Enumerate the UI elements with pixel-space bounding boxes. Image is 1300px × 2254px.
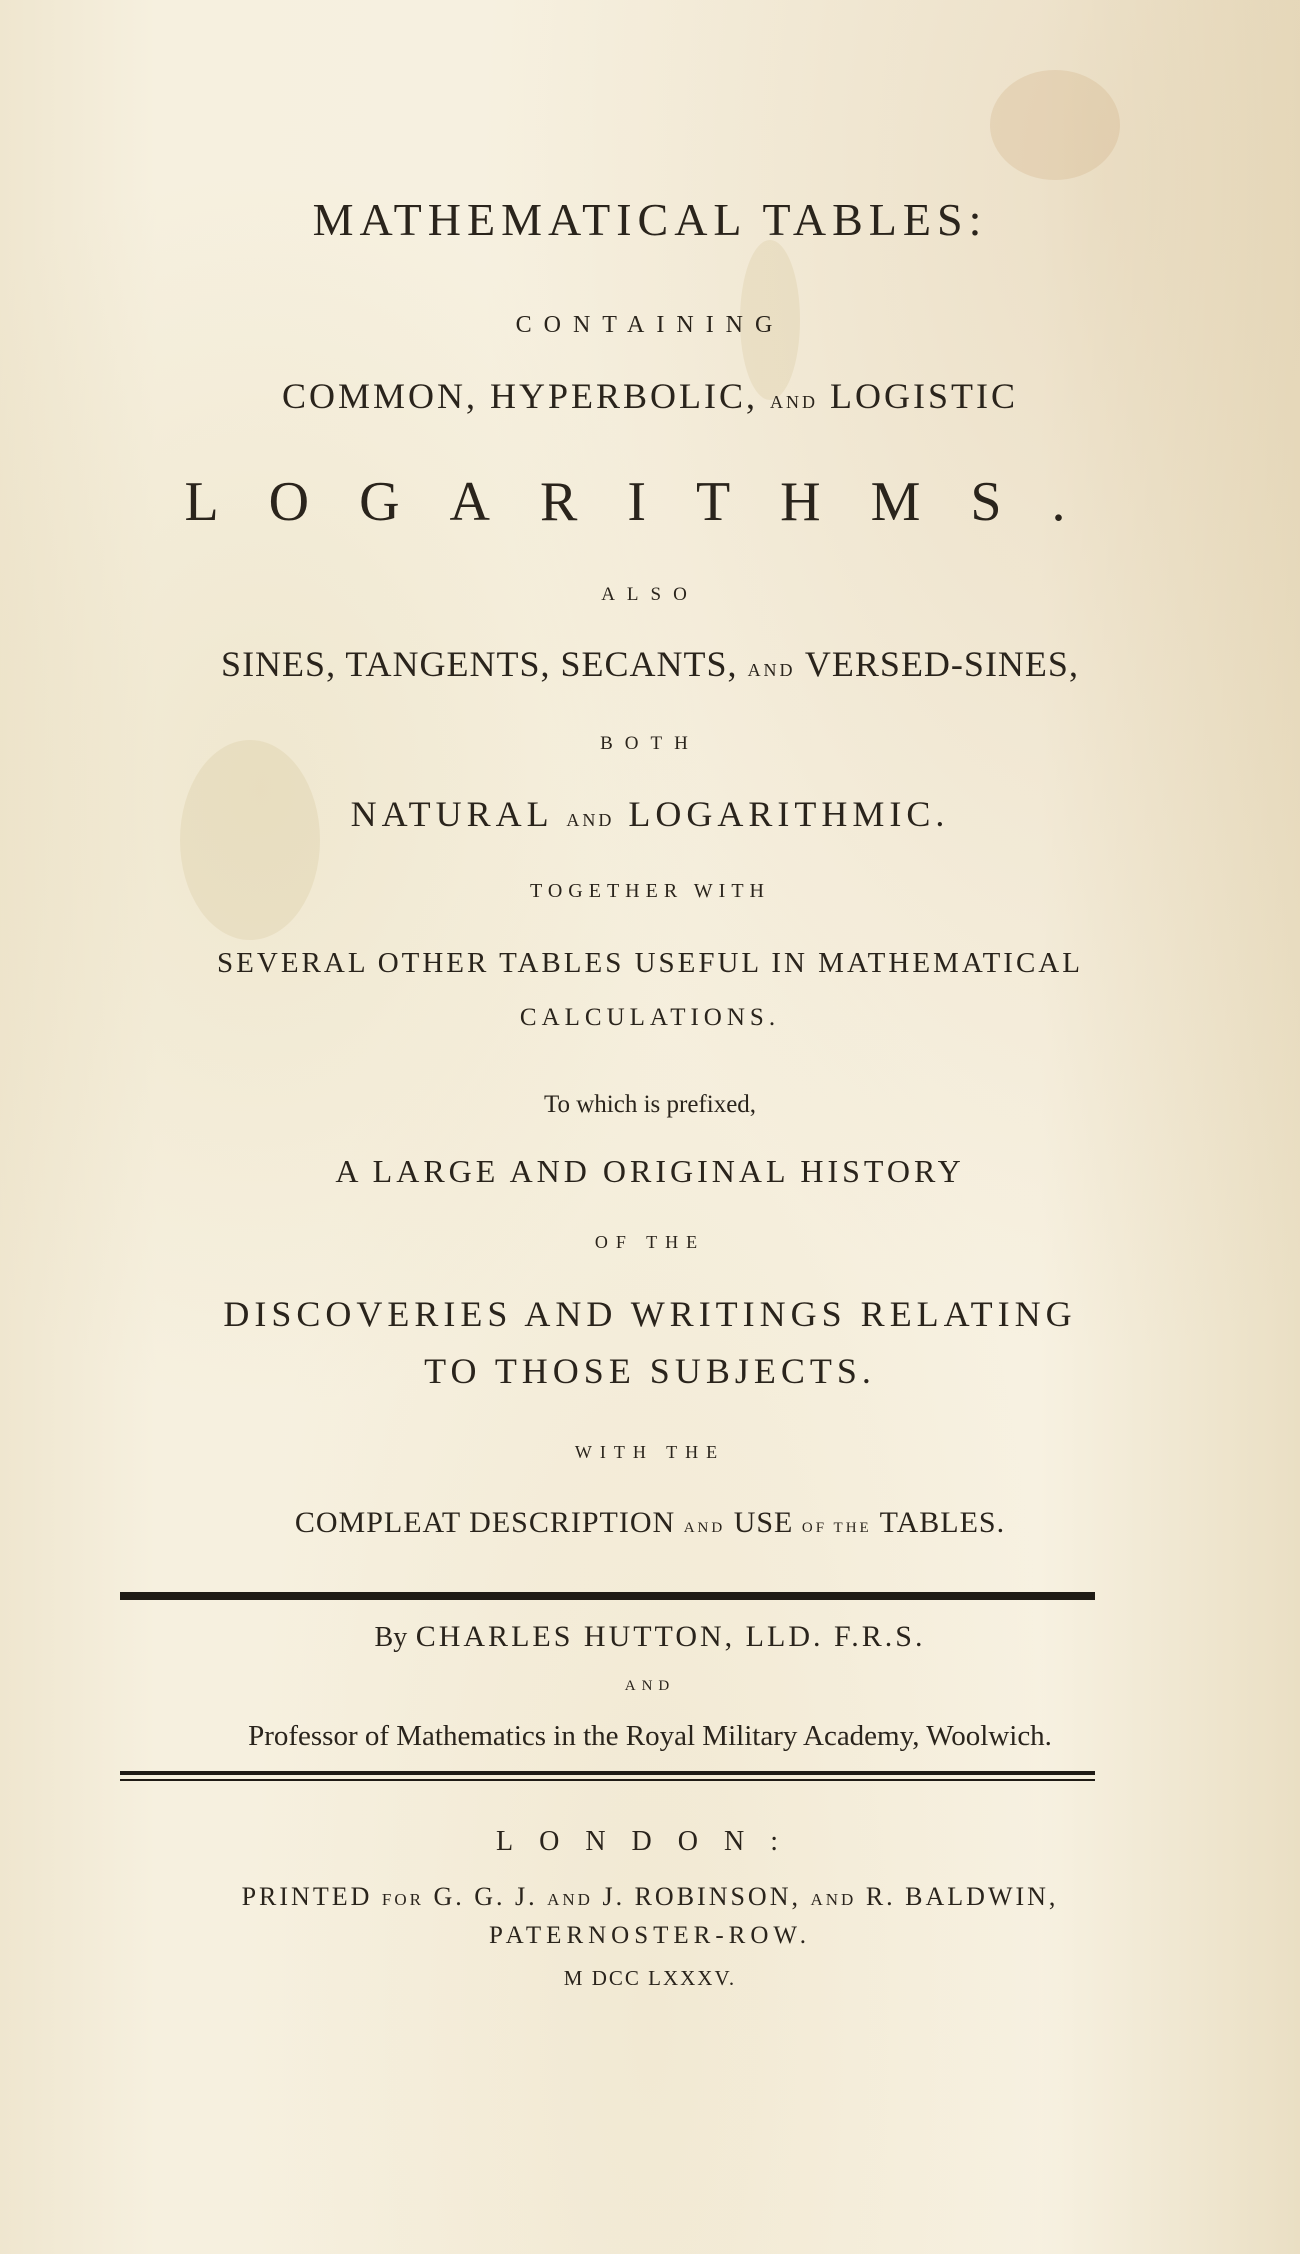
natural-text-b: LOGARITHMIC.	[628, 794, 950, 834]
several-text: SEVERAL OTHER TABLES USEFUL IN MATHEMATICAL	[217, 947, 1083, 979]
natural-and: AND	[566, 810, 615, 830]
printers-and-2: AND	[810, 1890, 857, 1909]
kinds-and: AND	[770, 392, 819, 412]
kinds-text-b: LOGISTIC	[830, 376, 1019, 416]
also-text: ALSO	[601, 584, 699, 605]
city-line	[0, 1826, 1300, 1858]
logarithms-heading	[0, 470, 1300, 534]
together-text: TOGETHER WITH	[529, 880, 770, 902]
printers-b: J. ROBINSON,	[602, 1882, 801, 1911]
year-text: M DCC LXXXV.	[563, 1966, 737, 1990]
of-the-line	[0, 1232, 1300, 1253]
compleat-and: AND	[683, 1520, 726, 1536]
kinds-text-a: COMMON, HYPERBOLIC,	[281, 376, 759, 416]
with-the-line	[0, 1442, 1300, 1463]
divider-rule-top	[120, 1592, 1095, 1600]
history-line	[0, 1153, 1300, 1190]
subjects-line	[0, 1350, 1300, 1392]
printers-c: R. BALDWIN,	[865, 1882, 1059, 1911]
discoveries-line	[0, 1293, 1300, 1335]
history-text: A LARGE AND ORIGINAL HISTORY	[335, 1153, 965, 1189]
city-text: LONDON:	[496, 1826, 804, 1857]
containing-line	[0, 312, 1300, 339]
compleat-text-a: COMPLEAT DESCRIPTION	[294, 1506, 676, 1539]
paper-stain	[990, 70, 1120, 180]
several-line	[0, 947, 1300, 980]
divider-rule-bottom-1	[120, 1771, 1095, 1775]
logarithms-text: LOGARITHMS.	[184, 471, 1116, 533]
of-the-text: OF THE	[594, 1232, 706, 1252]
professor-text: Professor of Mathematics in the Royal Military Academy, Woolwich.	[248, 1720, 1052, 1752]
printed-text: PRINTED	[241, 1882, 373, 1911]
printed-for: FOR	[381, 1890, 424, 1909]
author-and: AND	[624, 1678, 676, 1694]
compleat-line	[0, 1506, 1300, 1540]
printers-and-1: AND	[547, 1890, 593, 1909]
discoveries-text: DISCOVERIES AND WRITINGS RELATING	[223, 1294, 1077, 1334]
main-title-text: MATHEMATICAL TABLES:	[312, 194, 988, 245]
prefixed-text: To which is prefixed,	[543, 1091, 757, 1118]
calculations-line	[0, 1004, 1300, 1032]
together-line	[0, 880, 1300, 903]
sines-text-b: VERSED-SINES,	[804, 644, 1079, 684]
year-line	[0, 1966, 1300, 1991]
paper-stain	[180, 740, 320, 940]
main-title	[0, 193, 1300, 246]
logarithm-kinds-line	[0, 375, 1300, 417]
compleat-of-the: OF THE	[801, 1520, 872, 1536]
divider-rule-bottom-2	[120, 1779, 1095, 1781]
compleat-text-c: TABLES.	[879, 1506, 1006, 1539]
sines-text-a: SINES, TANGENTS, SECANTS,	[221, 644, 738, 684]
sines-and: AND	[747, 660, 796, 680]
also-line	[0, 584, 1300, 606]
compleat-text-b: USE	[733, 1506, 794, 1539]
printed-line	[0, 1882, 1300, 1912]
calculations-text: CALCULATIONS.	[519, 1004, 781, 1031]
street-text: PATERNOSTER-ROW.	[489, 1922, 811, 1949]
subjects-text: TO THOSE SUBJECTS.	[424, 1351, 876, 1391]
containing-text: CONTAINING	[515, 312, 785, 338]
prefixed-line	[0, 1091, 1300, 1119]
natural-text-a: NATURAL	[350, 794, 553, 834]
author-by: By	[374, 1622, 408, 1653]
street-line	[0, 1922, 1300, 1950]
printers-a: G. G. J.	[433, 1882, 538, 1911]
with-the-text: WITH THE	[574, 1442, 726, 1462]
sines-line	[0, 643, 1300, 685]
both-line	[0, 733, 1300, 755]
natural-line	[0, 793, 1300, 835]
author-name: CHARLES HUTTON, LLD. F.R.S.	[415, 1620, 926, 1653]
both-text: BOTH	[600, 733, 700, 754]
author-and-line	[0, 1678, 1300, 1695]
professor-line	[0, 1720, 1300, 1753]
author-line	[0, 1620, 1300, 1654]
